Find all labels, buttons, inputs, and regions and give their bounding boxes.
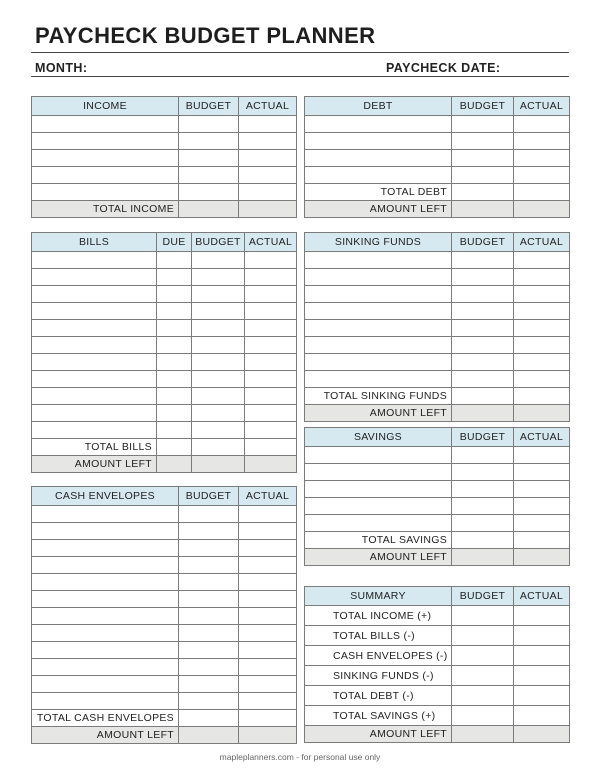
savings-row[interactable] xyxy=(305,447,570,464)
income-row[interactable] xyxy=(32,133,297,150)
debt-budget-header: BUDGET xyxy=(452,97,514,116)
cash-envelopes-row[interactable] xyxy=(32,591,297,608)
debt-header: DEBT xyxy=(305,97,452,116)
bills-row[interactable] xyxy=(32,320,297,337)
debt-row[interactable] xyxy=(305,167,570,184)
sinking-funds-left-label: AMOUNT LEFT xyxy=(305,405,452,422)
debt-left-row[interactable] xyxy=(305,201,570,218)
cash-envelopes-row[interactable] xyxy=(32,540,297,557)
debt-row[interactable] xyxy=(305,133,570,150)
cash-envelopes-header: CASH ENVELOPES xyxy=(32,487,179,506)
summary-row[interactable] xyxy=(305,706,570,726)
sinking-funds-row[interactable] xyxy=(305,337,570,354)
month-rule[interactable] xyxy=(31,76,569,77)
income-table xyxy=(31,96,297,218)
cash-envelopes-row[interactable] xyxy=(32,574,297,591)
cash-envelopes-row[interactable] xyxy=(32,557,297,574)
income-total-label: TOTAL INCOME xyxy=(32,201,179,218)
bills-actual-header: ACTUAL xyxy=(245,233,297,252)
footer-note: mapleplanners.com - for personal use only xyxy=(219,752,381,762)
cash-envelopes-row[interactable] xyxy=(32,625,297,642)
bills-row[interactable] xyxy=(32,422,297,439)
cash-envelopes-left-label: AMOUNT LEFT xyxy=(32,727,179,744)
summary-row-label: TOTAL SAVINGS (+) xyxy=(305,706,452,726)
savings-row[interactable] xyxy=(305,498,570,515)
cash-envelopes-row[interactable] xyxy=(32,659,297,676)
summary-row-label: TOTAL BILLS (-) xyxy=(305,626,452,646)
cash-envelopes-actual-header: ACTUAL xyxy=(239,487,297,506)
savings-actual-header: ACTUAL xyxy=(514,428,570,447)
bills-row[interactable] xyxy=(32,286,297,303)
sinking-funds-total-label: TOTAL SINKING FUNDS xyxy=(305,388,452,405)
summary-row-label: TOTAL INCOME (+) xyxy=(305,606,452,626)
cash-envelopes-total-label: TOTAL CASH ENVELOPES xyxy=(32,710,179,727)
summary-row[interactable] xyxy=(305,686,570,706)
savings-header: SAVINGS xyxy=(305,428,452,447)
summary-row[interactable] xyxy=(305,666,570,686)
summary-table xyxy=(304,586,570,743)
cash-envelopes-budget-header: BUDGET xyxy=(179,487,239,506)
sinking-funds-table xyxy=(304,232,570,422)
bills-row[interactable] xyxy=(32,252,297,269)
income-row[interactable] xyxy=(32,150,297,167)
month-label: MONTH: xyxy=(35,61,88,75)
savings-row[interactable] xyxy=(305,481,570,498)
summary-header: SUMMARY xyxy=(305,587,452,606)
cash-envelopes-row[interactable] xyxy=(32,693,297,710)
bills-total-row[interactable] xyxy=(32,439,297,456)
bills-due-header: DUE xyxy=(157,233,192,252)
title-rule xyxy=(31,52,569,53)
sinking-funds-row[interactable] xyxy=(305,269,570,286)
cash-envelopes-row[interactable] xyxy=(32,642,297,659)
debt-table xyxy=(304,96,570,218)
summary-row-label: TOTAL DEBT (-) xyxy=(305,686,452,706)
debt-row[interactable] xyxy=(305,150,570,167)
income-budget-header: BUDGET xyxy=(179,97,239,116)
bills-row[interactable] xyxy=(32,303,297,320)
savings-total-row[interactable] xyxy=(305,532,570,549)
page-title: PAYCHECK BUDGET PLANNER xyxy=(35,23,376,48)
income-total-row[interactable] xyxy=(32,201,297,218)
summary-actual-header: ACTUAL xyxy=(514,587,570,606)
debt-row[interactable] xyxy=(305,116,570,133)
cash-envelopes-left-row[interactable] xyxy=(32,727,297,744)
income-row[interactable] xyxy=(32,167,297,184)
savings-total-label: TOTAL SAVINGS xyxy=(305,532,452,549)
paycheck-date-label: PAYCHECK DATE: xyxy=(386,61,501,75)
summary-row[interactable] xyxy=(305,646,570,666)
income-header: INCOME xyxy=(32,97,179,116)
savings-table xyxy=(304,427,570,566)
sinking-funds-row[interactable] xyxy=(305,252,570,269)
sinking-funds-row[interactable] xyxy=(305,286,570,303)
cash-envelopes-total-row[interactable] xyxy=(32,710,297,727)
bills-row[interactable] xyxy=(32,337,297,354)
summary-row[interactable] xyxy=(305,626,570,646)
debt-total-label: TOTAL DEBT xyxy=(305,184,452,201)
sinking-funds-row[interactable] xyxy=(305,371,570,388)
sinking-funds-total-row[interactable] xyxy=(305,388,570,405)
cash-envelopes-row[interactable] xyxy=(32,523,297,540)
bills-budget-header: BUDGET xyxy=(192,233,245,252)
debt-left-label: AMOUNT LEFT xyxy=(305,201,452,218)
cash-envelopes-table xyxy=(31,486,297,744)
bills-left-row[interactable] xyxy=(32,456,297,473)
sinking-funds-budget-header: BUDGET xyxy=(452,233,514,252)
bills-table xyxy=(31,232,297,473)
bills-header: BILLS xyxy=(32,233,157,252)
summary-left-label: AMOUNT LEFT xyxy=(305,726,452,743)
summary-row[interactable] xyxy=(305,606,570,626)
savings-row[interactable] xyxy=(305,515,570,532)
bills-row[interactable] xyxy=(32,405,297,422)
bills-row[interactable] xyxy=(32,269,297,286)
income-actual-header: ACTUAL xyxy=(239,97,297,116)
sinking-funds-header: SINKING FUNDS xyxy=(305,233,452,252)
debt-actual-header: ACTUAL xyxy=(514,97,570,116)
sinking-funds-actual-header: ACTUAL xyxy=(514,233,570,252)
summary-budget-header: BUDGET xyxy=(452,587,514,606)
bills-left-label: AMOUNT LEFT xyxy=(32,456,157,473)
bills-row[interactable] xyxy=(32,388,297,405)
savings-row[interactable] xyxy=(305,464,570,481)
summary-left-row[interactable] xyxy=(305,726,570,743)
summary-row-label: CASH ENVELOPES (-) xyxy=(305,646,452,666)
debt-total-row[interactable] xyxy=(305,184,570,201)
income-row[interactable] xyxy=(32,116,297,133)
summary-row-label: SINKING FUNDS (-) xyxy=(305,666,452,686)
sinking-funds-row[interactable] xyxy=(305,354,570,371)
bills-row[interactable] xyxy=(32,354,297,371)
sinking-funds-row[interactable] xyxy=(305,303,570,320)
bills-row[interactable] xyxy=(32,371,297,388)
savings-budget-header: BUDGET xyxy=(452,428,514,447)
savings-left-row[interactable] xyxy=(305,549,570,566)
cash-envelopes-row[interactable] xyxy=(32,676,297,693)
bills-total-label: TOTAL BILLS xyxy=(32,439,157,456)
income-row[interactable] xyxy=(32,184,297,201)
cash-envelopes-row[interactable] xyxy=(32,506,297,523)
sinking-funds-row[interactable] xyxy=(305,320,570,337)
cash-envelopes-row[interactable] xyxy=(32,608,297,625)
savings-left-label: AMOUNT LEFT xyxy=(305,549,452,566)
sinking-funds-left-row[interactable] xyxy=(305,405,570,422)
